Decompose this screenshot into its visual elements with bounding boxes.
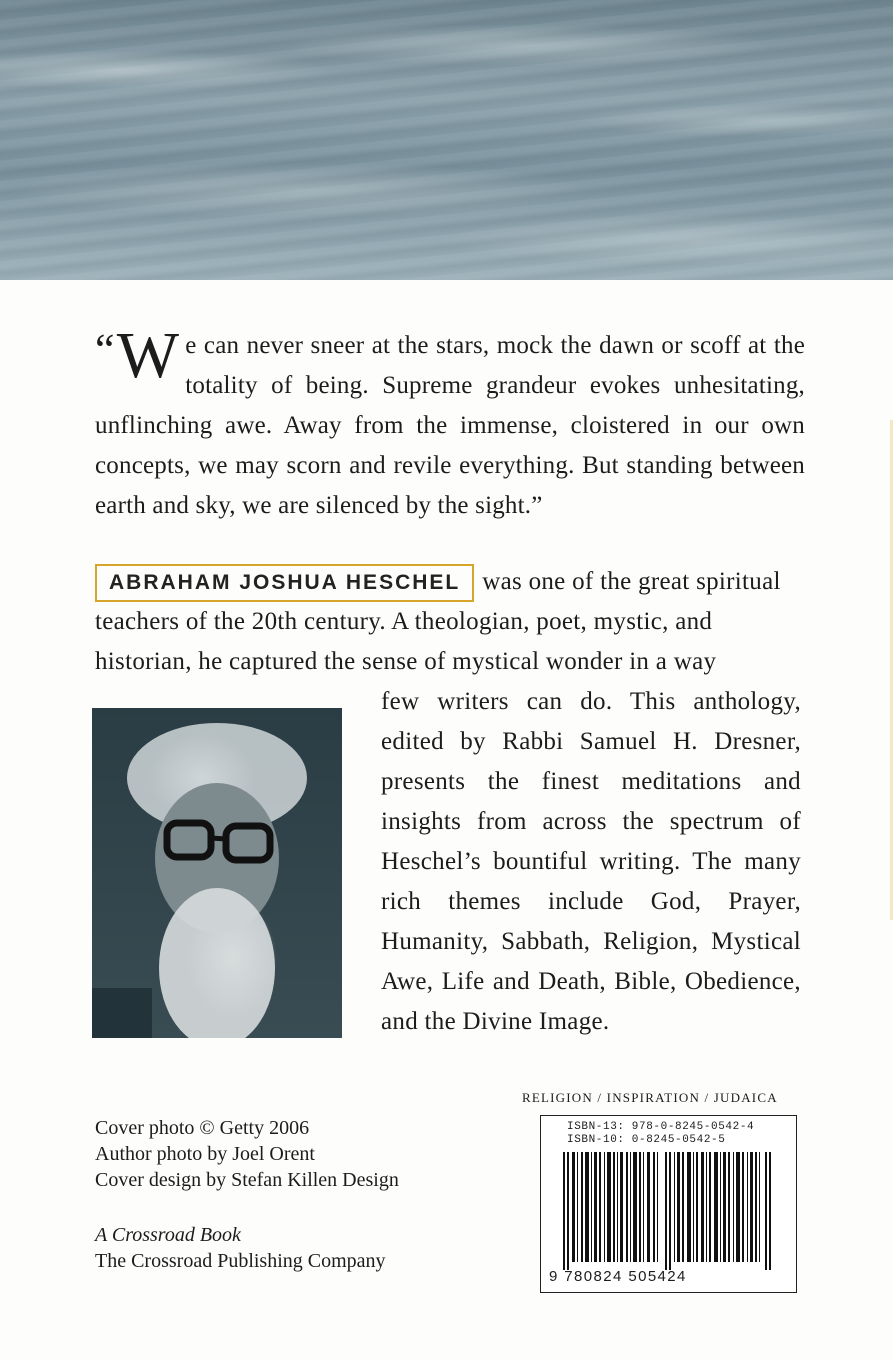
pull-quote bbox=[95, 319, 805, 526]
isbn-13: ISBN-13: 978-0-8245-0542-4 bbox=[567, 1121, 755, 1133]
cover-sky-photo bbox=[0, 0, 893, 280]
author-name-box: ABRAHAM JOSHUA HESCHEL bbox=[95, 564, 474, 602]
cover-photo-credit: Cover photo © Getty 2006 bbox=[95, 1117, 310, 1139]
barcode-digits: 9 780824 505424 bbox=[549, 1268, 687, 1285]
barcode-bars bbox=[563, 1152, 775, 1270]
isbn-barcode bbox=[540, 1115, 797, 1293]
category-label: RELIGION / INSPIRATION / JUDAICA bbox=[522, 1090, 778, 1105]
credits bbox=[95, 1115, 399, 1193]
author-portrait-image bbox=[92, 708, 342, 1038]
quote-drop-cap: W bbox=[116, 319, 180, 392]
publisher-block bbox=[95, 1222, 386, 1274]
imprint: A Crossroad Book bbox=[95, 1224, 241, 1246]
bio-line-3: historian, he captured the sense of mystical wonder in a way bbox=[95, 648, 717, 675]
author-photo-credit: Author photo by Joel Orent bbox=[95, 1143, 315, 1165]
bio-line-1 bbox=[95, 562, 805, 602]
quote-text: e can never sneer at the stars, mock the dawn or scoff at the totality of being. Supreme grandeur evokes unhesitating, unflinching awe. Away from the immense, cloistered in our own concepts, we may scorn and revile everything. But standing between earth and sky, we are silenced by the sight.” bbox=[95, 332, 805, 519]
bio-line-2: teachers of the 20th century. A theologian, poet, mystic, and bbox=[95, 608, 713, 635]
isbn-10: ISBN-10: 0-8245-0542-5 bbox=[567, 1134, 726, 1146]
bio-line-1-text: was one of the great spiritual bbox=[482, 568, 781, 595]
isbn-numbers bbox=[567, 1121, 754, 1147]
publisher-name: The Crossroad Publishing Company bbox=[95, 1250, 386, 1272]
quote-open-mark: “ bbox=[95, 325, 115, 374]
author-photo bbox=[92, 708, 342, 1038]
bio-rest: few writers can do. This anthology, edited by Rabbi Samuel H. Dresner, presents the finest meditations and insights from across the spectrum of Heschel’s bountiful writing. The many rich themes include God, Prayer, Humanity, Sabbath, Religion, Mystical Awe, Life and Death, Bible, Obedience, and the Divine Image. bbox=[381, 688, 801, 1035]
cover-design-credit: Cover design by Stefan Killen Design bbox=[95, 1169, 399, 1191]
author-bio bbox=[95, 562, 805, 1035]
